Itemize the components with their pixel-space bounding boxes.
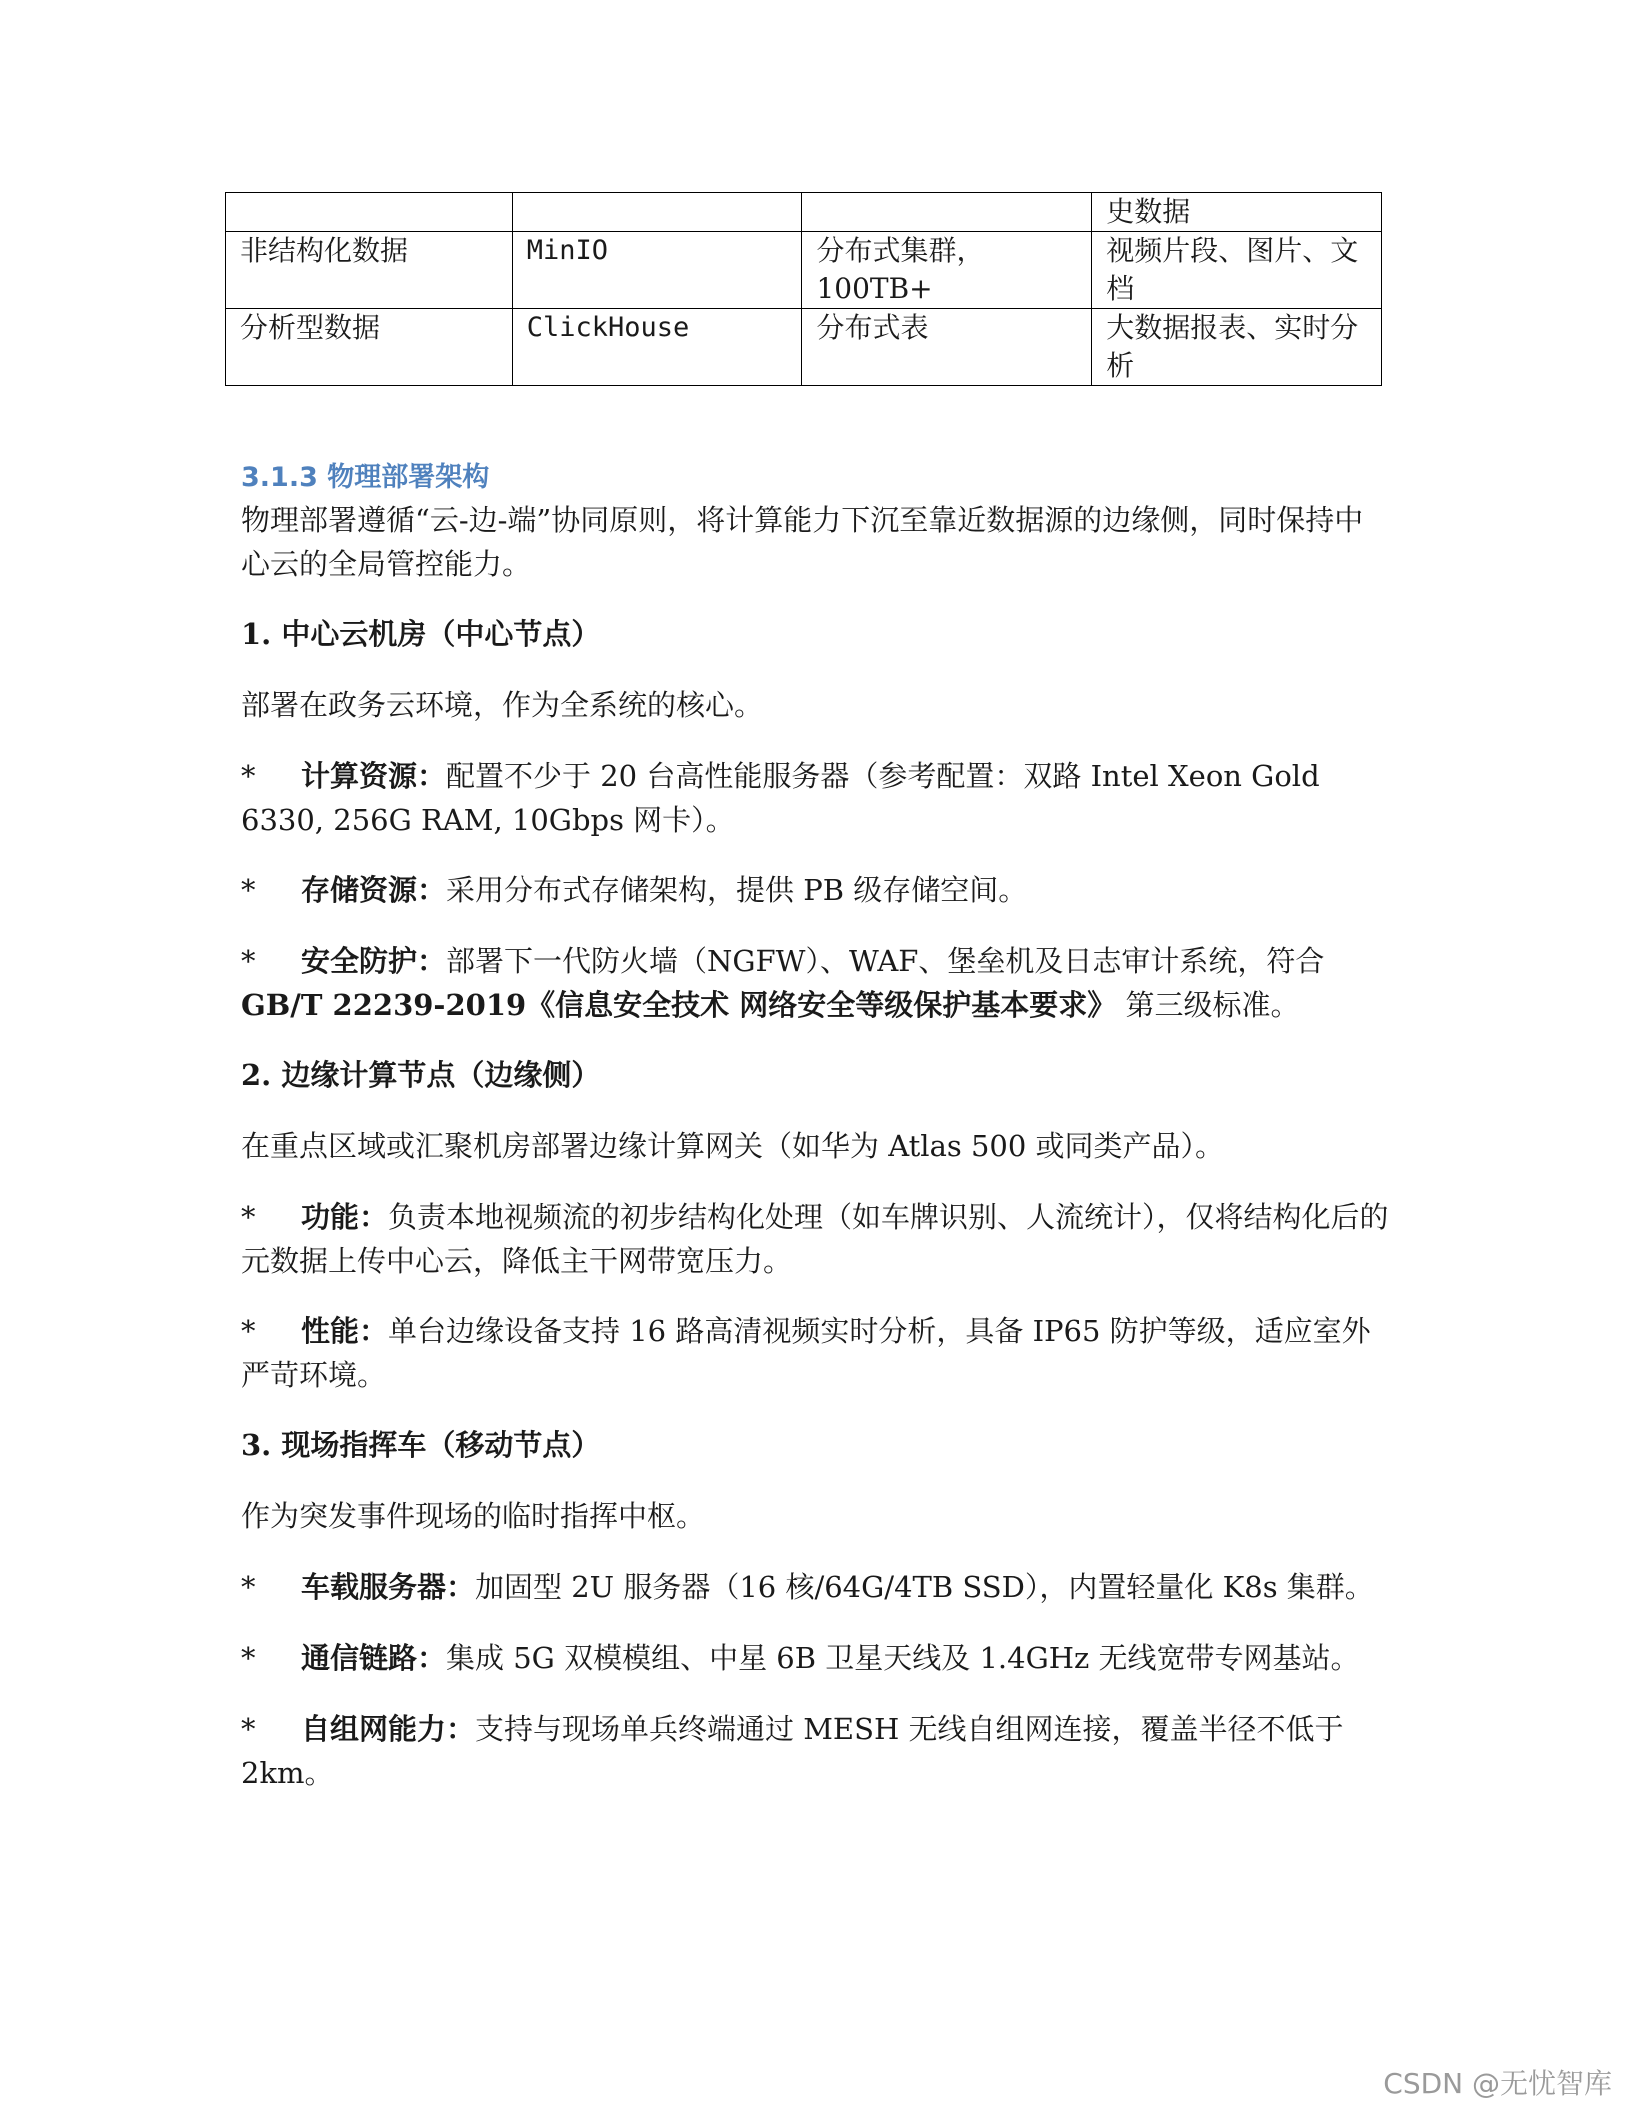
bullet-label: 功能： bbox=[301, 1200, 389, 1234]
table-cell: 非结构化数据 bbox=[226, 232, 513, 309]
table-cell bbox=[802, 193, 1092, 232]
bullet-mark: * bbox=[241, 1570, 256, 1604]
table-cell: 分析型数据 bbox=[226, 309, 513, 386]
section-heading: 3.1.3 物理部署架构 bbox=[241, 462, 490, 493]
bullet-text: 采用分布式存储架构，提供 PB 级存储空间。 bbox=[446, 873, 1028, 907]
center-node-title: 1. 中心云机房（中心节点） bbox=[241, 617, 601, 651]
center-bullet-security bbox=[241, 939, 1391, 1027]
table-row bbox=[226, 309, 1382, 386]
bullet-label: 通信链路： bbox=[301, 1641, 447, 1675]
csdn-watermark: CSDN @无忧智库 bbox=[1383, 2067, 1612, 2100]
bullet-text: 加固型 2U 服务器（16 核/64G/4TB SSD），内置轻量化 K8s 集群。 bbox=[475, 1570, 1374, 1604]
table-cell bbox=[226, 193, 513, 232]
table-cell: 视频片段、图片、文档 bbox=[1092, 232, 1382, 309]
table-cell: MinIO bbox=[512, 232, 802, 309]
bullet-text: 单台边缘设备支持 16 路高清视频实时分析，具备 IP65 防护等级，适应室外严苛环境。 bbox=[241, 1314, 1371, 1392]
bullet-mark: * bbox=[241, 1314, 256, 1348]
center-bullet-storage bbox=[241, 868, 1391, 912]
mobile-bullet-mesh bbox=[241, 1707, 1391, 1795]
edge-node-desc: 在重点区域或汇聚机房部署边缘计算网关（如华为 Atlas 500 或同类产品）。 bbox=[241, 1129, 1225, 1163]
table-cell: 分布式集群，100TB+ bbox=[802, 232, 1092, 309]
table-cell: ClickHouse bbox=[512, 309, 802, 386]
table-cell: 大数据报表、实时分析 bbox=[1092, 309, 1382, 386]
bullet-label: 自组网能力： bbox=[301, 1712, 476, 1746]
table-cell: 分布式表 bbox=[802, 309, 1092, 386]
storage-table bbox=[225, 192, 1382, 386]
mobile-node-desc: 作为突发事件现场的临时指挥中枢。 bbox=[241, 1499, 706, 1533]
bullet-text: 支持与现场单兵终端通过 MESH 无线自组网连接，覆盖半径不低于 2km。 bbox=[241, 1712, 1344, 1790]
table-cell: 史数据 bbox=[1092, 193, 1382, 232]
bullet-mark: * bbox=[241, 759, 256, 793]
mobile-node-title: 3. 现场指挥车（移动节点） bbox=[241, 1428, 601, 1462]
standard-reference: GB/T 22239-2019《信息安全技术 网络安全等级保护基本要求》 bbox=[241, 988, 1117, 1022]
edge-bullet-performance bbox=[241, 1309, 1391, 1397]
bullet-mark: * bbox=[241, 873, 256, 907]
edge-node-title: 2. 边缘计算节点（边缘侧） bbox=[241, 1058, 601, 1092]
center-bullet-compute bbox=[241, 754, 1391, 842]
bullet-text: 负责本地视频流的初步结构化处理（如车牌识别、人流统计），仅将结构化后的元数据上传中心云，降低主干网带宽压力。 bbox=[241, 1200, 1389, 1278]
bullet-label: 计算资源： bbox=[301, 759, 447, 793]
bullet-label: 性能： bbox=[301, 1314, 389, 1348]
mobile-bullet-link bbox=[241, 1636, 1391, 1680]
bullet-label: 存储资源： bbox=[301, 873, 447, 907]
bullet-text: 配置不少于 20 台高性能服务器（参考配置：双路 Intel Xeon Gold 6330, 256G RAM, 10Gbps 网卡）。 bbox=[241, 759, 1320, 837]
table-row bbox=[226, 232, 1382, 309]
edge-bullet-function bbox=[241, 1195, 1391, 1283]
intro-paragraph: 物理部署遵循“云-边-端”协同原则，将计算能力下沉至靠近数据源的边缘侧，同时保持中心云的全局管控能力。 bbox=[241, 503, 1364, 581]
table-cell bbox=[512, 193, 802, 232]
bullet-mark: * bbox=[241, 1641, 256, 1675]
bullet-mark: * bbox=[241, 1712, 256, 1746]
bullet-tail: 第三级标准。 bbox=[1116, 988, 1300, 1022]
bullet-text: 集成 5G 双模模组、中星 6B 卫星天线及 1.4GHz 无线宽带专网基站。 bbox=[446, 1641, 1360, 1675]
bullet-label: 安全防护： bbox=[301, 944, 447, 978]
bullet-mark: * bbox=[241, 1200, 256, 1234]
bullet-label: 车载服务器： bbox=[301, 1570, 476, 1604]
mobile-bullet-server bbox=[241, 1565, 1391, 1609]
bullet-text: 部署下一代防火墙（NGFW）、WAF、堡垒机及日志审计系统，符合 bbox=[446, 944, 1325, 978]
table-row bbox=[226, 193, 1382, 232]
bullet-mark: * bbox=[241, 944, 256, 978]
center-node-desc: 部署在政务云环境，作为全系统的核心。 bbox=[241, 688, 764, 722]
